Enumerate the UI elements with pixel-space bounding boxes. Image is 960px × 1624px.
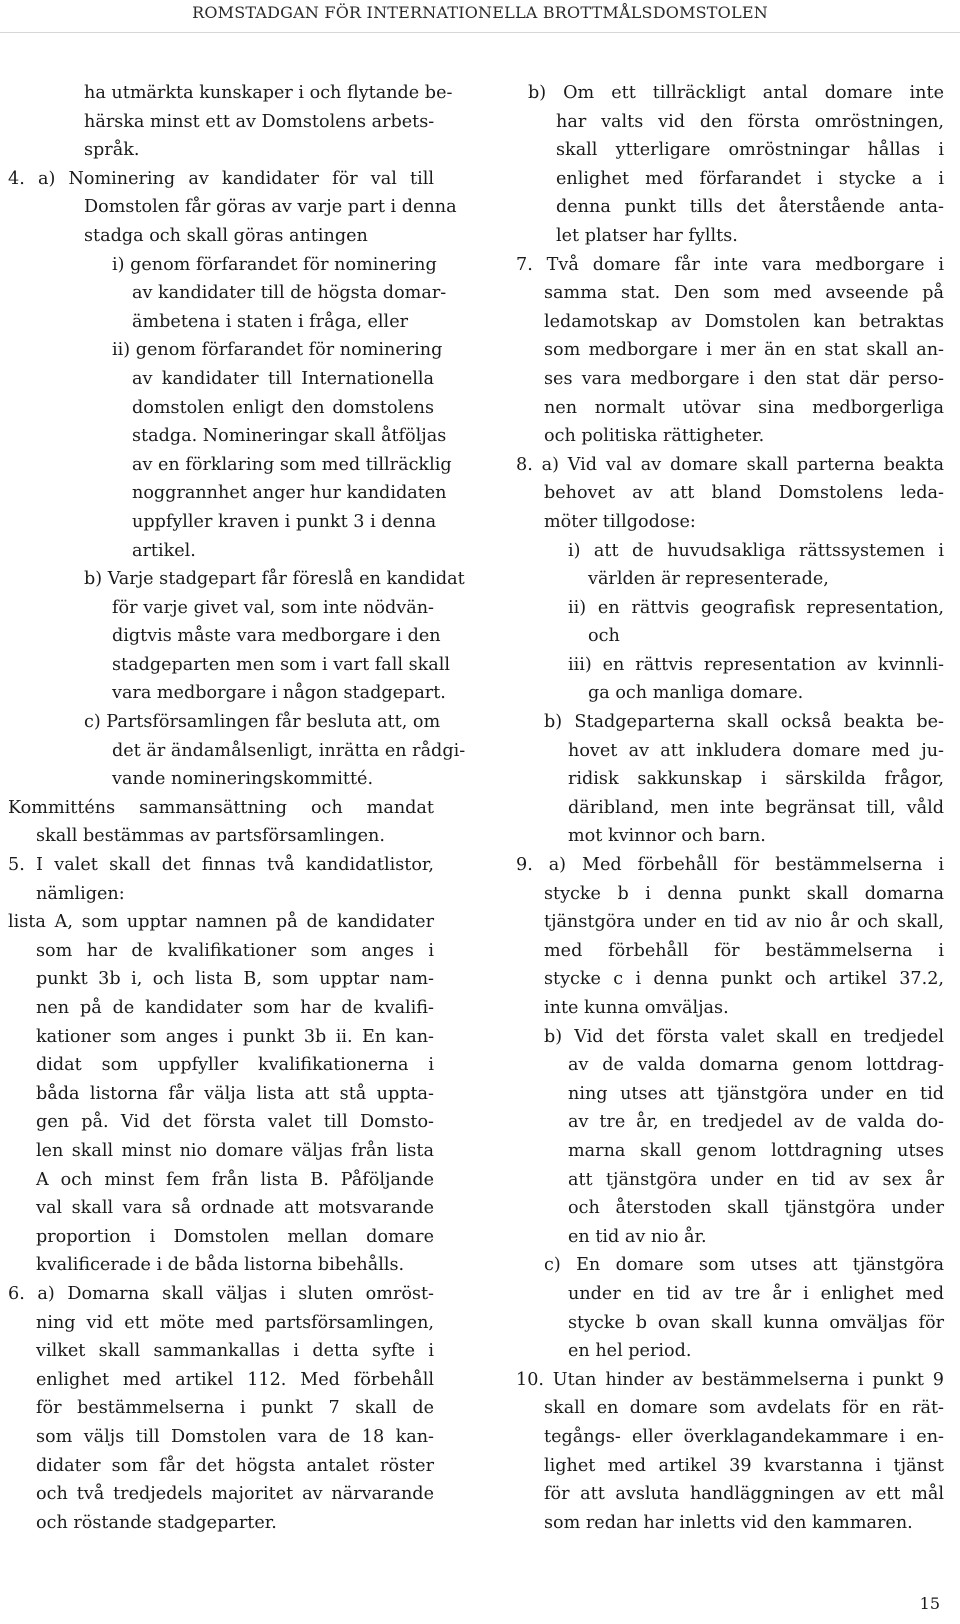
text-line: ämbetena i staten i fråga, eller bbox=[132, 311, 409, 332]
text-line: ning vid ett möte med partsförsamlingen, bbox=[36, 1312, 434, 1333]
text-line: en hel period. bbox=[568, 1341, 692, 1362]
text-line: och återstoden skall tjänstgöra under bbox=[568, 1198, 944, 1219]
text-line: av de valda domarna genom lottdrag- bbox=[568, 1055, 944, 1076]
text-line: proportion i Domstolen mellan domare bbox=[36, 1226, 434, 1247]
text-line: däribland, men inte begränsat till, våld bbox=[568, 797, 944, 818]
text-line: mot kvinnor och barn. bbox=[568, 826, 766, 847]
text-line: stycke c i denna punkt och artikel 37.2, bbox=[544, 969, 944, 990]
text-line: skall ytterligare omröstningar hållas i bbox=[556, 140, 944, 161]
text-line: hovet av att inkludera domare med ju- bbox=[568, 740, 944, 761]
text-line: artikel. bbox=[132, 540, 196, 561]
text-line: ses vara medborgare i den stat där perso- bbox=[544, 368, 944, 389]
text-line: kationer som anges i punkt 3b ii. En kan- bbox=[36, 1026, 434, 1047]
text-line: nen på de kandidater som har de kvalifi- bbox=[36, 998, 434, 1018]
text-line: av tre år, en tredjedel av de valda do- bbox=[568, 1112, 944, 1133]
text-line: vande nomineringskommitté. bbox=[112, 769, 374, 790]
text-line: för att avsluta handläggningen av ett mål bbox=[544, 1484, 944, 1505]
text-line: tjänstgöra under en tid av nio år och skall, bbox=[544, 912, 944, 933]
text-line: b) Om ett tillräckligt antal domare inte bbox=[528, 83, 944, 103]
text-line: marna skall genom lottdragning utses bbox=[568, 1140, 944, 1161]
text-line: gen på. Vid det första valet till Domsto- bbox=[36, 1112, 434, 1133]
text-line: som har de kvalifikationer som anges i bbox=[36, 940, 434, 961]
page-number: 15 bbox=[919, 1594, 940, 1613]
text-line: som medborgare i mer än en stat skall an- bbox=[544, 340, 944, 361]
text-line: Domstolen får göras av varje part i denna bbox=[84, 197, 457, 218]
text-line: samma stat. Den som med avseende på bbox=[544, 283, 944, 304]
text-line: av kandidater till de högsta domar- bbox=[132, 283, 447, 304]
text-line: iii) en rättvis representation av kvinnli- bbox=[568, 654, 944, 675]
text-line: världen är representerade, bbox=[588, 569, 829, 590]
text-line: tegångs- eller överklagandekammare i en- bbox=[544, 1426, 944, 1447]
text-line: vara medborgare i någon stadgepart. bbox=[112, 683, 446, 704]
text-line: som redan har inletts vid den kammaren. bbox=[544, 1512, 913, 1533]
left-column bbox=[8, 79, 466, 1537]
text-line: behovet av att bland Domstolens leda- bbox=[544, 483, 944, 504]
text-line: b) Vid det första valet skall en tredjedel bbox=[544, 1026, 944, 1047]
text-line: ga och manliga domare. bbox=[588, 683, 804, 704]
text-line: enlighet med förfarandet i stycke a i bbox=[556, 168, 944, 189]
text-line: skall en domare som avdelats för en rät- bbox=[544, 1398, 944, 1419]
text-line: 8. a) Vid val av domare skall parterna beakta bbox=[516, 454, 944, 475]
text-line: i) att de huvudsakliga rättssystemen i bbox=[568, 540, 944, 561]
text-line: punkt 3b i, och lista B, som upptar nam- bbox=[36, 969, 434, 990]
header-rule bbox=[0, 32, 960, 33]
text-line: stycke b ovan skall kunna omväljas för bbox=[568, 1312, 944, 1333]
text-line: lista A, som upptar namnen på de kandidater bbox=[8, 912, 434, 933]
text-line: och bbox=[588, 626, 620, 647]
text-line: 7. Två domare får inte vara medborgare i bbox=[516, 254, 944, 275]
right-column bbox=[516, 79, 944, 1537]
text-line: didater som får det högsta antalet röster bbox=[36, 1455, 434, 1476]
text-line: ii) genom förfarandet för nominering bbox=[112, 340, 443, 361]
text-line: med förbehåll för bestämmelserna i bbox=[544, 940, 944, 961]
text-line: denna punkt tills det återstående anta- bbox=[556, 197, 944, 218]
text-line: det är ändamålsenligt, inrätta en rådgi- bbox=[112, 740, 466, 761]
text-line: 6. a) Domarna skall väljas i sluten omröst- bbox=[8, 1283, 434, 1304]
text-line: b) Stadgeparterna skall också beakta be- bbox=[544, 712, 944, 733]
text-line: len skall minst nio domare väljas från lista bbox=[36, 1140, 434, 1161]
text-line: för varje givet val, som inte nödvän- bbox=[112, 597, 434, 618]
text-line: nen normalt utövar sina medborgerliga bbox=[544, 397, 944, 418]
text-line: digtvis måste vara medborgare i den bbox=[112, 626, 441, 647]
text-line: för bestämmelserna i punkt 7 skall de bbox=[36, 1398, 434, 1419]
text-line: stadgeparten men som i vart fall skall bbox=[112, 654, 451, 675]
text-line: har valts vid den första omröstningen, bbox=[556, 111, 944, 132]
text-line: ha utmärkta kunskaper i och flytande be- bbox=[84, 83, 453, 103]
text-line: c) En domare som utses att tjänstgöra bbox=[544, 1255, 944, 1276]
text-line: vilket skall sammankallas i detta syfte i bbox=[36, 1341, 434, 1362]
text-line: nämligen: bbox=[36, 883, 125, 904]
text-line: inte kunna omväljas. bbox=[544, 998, 729, 1018]
text-line: noggrannhet anger hur kandidaten bbox=[132, 483, 447, 504]
text-line: lighet med artikel 39 kvarstanna i tjänst bbox=[544, 1455, 944, 1476]
text-line: av kandidater till Internationella bbox=[132, 368, 434, 389]
text-line: enlighet med artikel 112. Med förbehåll bbox=[36, 1369, 434, 1390]
text-line: båda listorna får välja lista att stå uppta- bbox=[36, 1083, 434, 1104]
text-line: b) Varje stadgepart får föreslå en kandidat bbox=[84, 569, 465, 590]
text-line: en tid av nio år. bbox=[568, 1226, 707, 1247]
text-line: val skall vara så ordnade att motsvarande bbox=[36, 1198, 434, 1219]
text-line: ii) en rättvis geografisk representation, bbox=[568, 597, 944, 618]
text-line: Kommitténs sammansättning och mandat bbox=[8, 797, 434, 818]
text-line: stadga. Nomineringar skall åtföljas bbox=[132, 426, 447, 447]
text-line: som väljs till Domstolen vara de 18 kan- bbox=[36, 1426, 434, 1447]
text-line: didat som uppfyller kvalifikationerna i bbox=[36, 1055, 434, 1076]
text-line: let platser har fyllts. bbox=[556, 225, 738, 246]
text-line: 5. I valet skall det finnas två kandidatlistor, bbox=[8, 855, 434, 876]
text-line: 4. a) Nominering av kandidater för val till bbox=[8, 168, 434, 189]
text-line: härska minst ett av Domstolens arbets- bbox=[84, 111, 435, 132]
text-line: ridisk sakkunskap i särskilda frågor, bbox=[568, 769, 944, 790]
text-line: A och minst fem från lista B. Påföljande bbox=[36, 1169, 434, 1190]
text-line: kvalificerade i de båda listorna bibehålls. bbox=[36, 1255, 405, 1276]
text-line: av en förklaring som med tillräcklig bbox=[132, 454, 452, 475]
text-line: och två tredjedels majoritet av närvarande bbox=[36, 1484, 434, 1505]
text-line: under en tid av tre år i enlighet med bbox=[568, 1283, 944, 1304]
text-line: ledamotskap av Domstolen kan betraktas bbox=[544, 311, 944, 332]
text-line: och politiska rättigheter. bbox=[544, 426, 765, 447]
text-line: domstolen enligt den domstolens bbox=[132, 397, 434, 418]
text-line: skall bestämmas av partsförsamlingen. bbox=[36, 826, 385, 847]
text-line: i) genom förfarandet för nominering bbox=[112, 254, 437, 275]
text-line: stadga och skall göras antingen bbox=[84, 225, 368, 246]
running-header: ROMSTADGAN FÖR INTERNATIONELLA BROTTMÅLSDOMSTOLEN bbox=[192, 3, 768, 22]
text-line: c) Partsförsamlingen får besluta att, om bbox=[84, 712, 441, 733]
text-line: att tjänstgöra under en tid av sex år bbox=[568, 1169, 944, 1190]
text-line: möter tillgodose: bbox=[544, 511, 696, 532]
text-line: uppfyller kraven i punkt 3 i denna bbox=[132, 511, 437, 532]
text-line: 9. a) Med förbehåll för bestämmelserna i bbox=[516, 855, 944, 876]
text-line: språk. bbox=[84, 140, 140, 161]
text-line: ning utses att tjänstgöra under en tid bbox=[568, 1083, 944, 1104]
text-line: stycke b i denna punkt skall domarna bbox=[544, 883, 944, 904]
text-line: och röstande stadgeparter. bbox=[36, 1512, 277, 1533]
text-line: 10. Utan hinder av bestämmelserna i punkt 9 bbox=[516, 1369, 944, 1390]
